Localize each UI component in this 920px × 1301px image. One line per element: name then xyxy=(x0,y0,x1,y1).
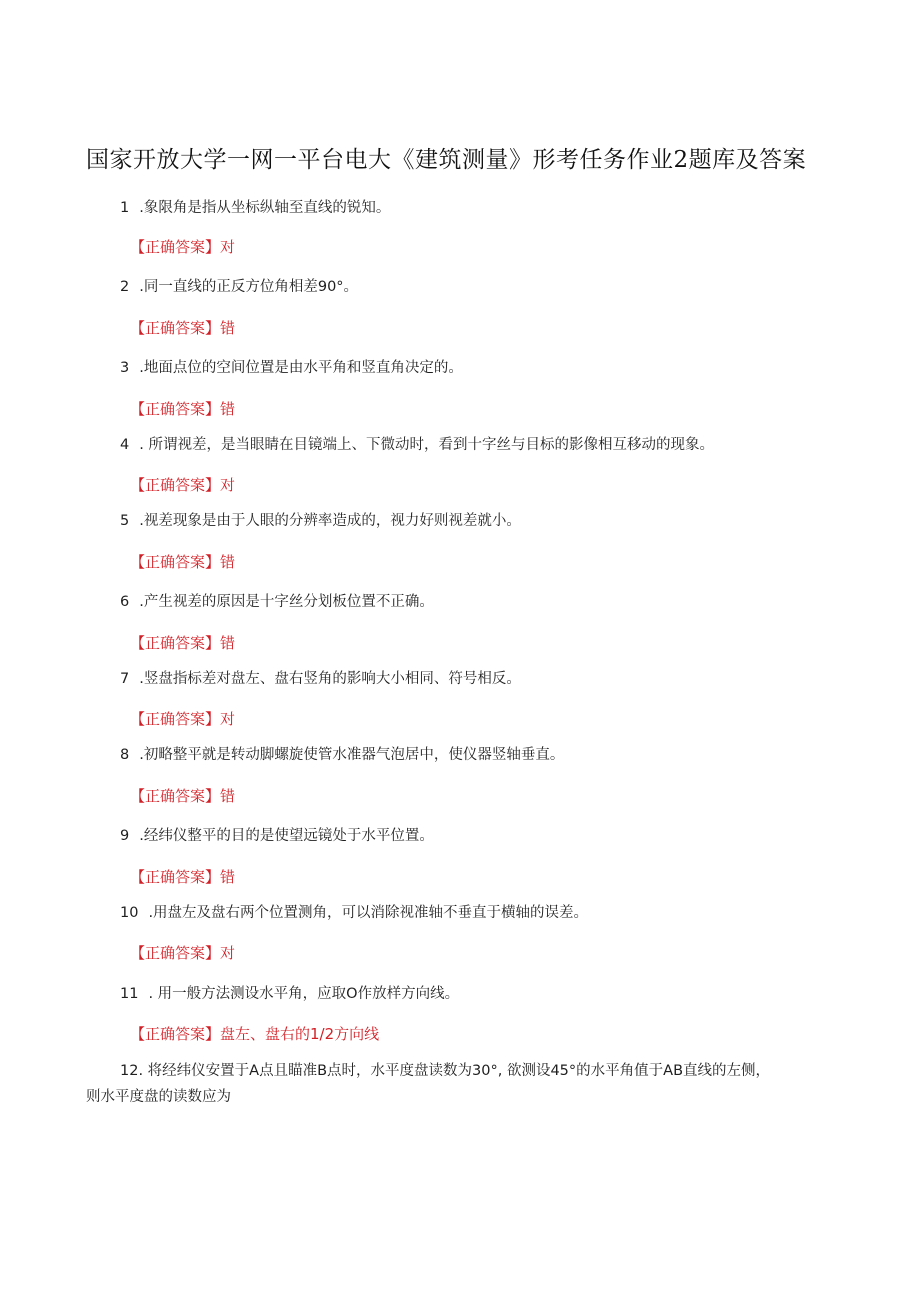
question-number: 8 xyxy=(120,747,130,763)
question-number: 10 xyxy=(120,905,139,921)
question-text: .视差现象是由于人眼的分辨率造成的，视力好则视差就小。 xyxy=(139,513,521,529)
answer-value: 错 xyxy=(220,787,236,805)
question-6 xyxy=(120,591,434,613)
answer-prefix: 【正确答案】 xyxy=(130,868,221,886)
answer-prefix: 【正确答案】 xyxy=(130,553,221,571)
question-12-line-2: 则水平度盘的读数应为 xyxy=(86,1089,231,1105)
answer-7 xyxy=(130,708,235,730)
answer-11 xyxy=(130,1023,379,1045)
question-3 xyxy=(120,357,463,379)
answer-2 xyxy=(130,317,235,339)
question-number: 11 xyxy=(120,986,139,1002)
question-number: 9 xyxy=(120,828,130,844)
question-12 xyxy=(86,1058,826,1110)
question-number: 4 xyxy=(120,437,130,453)
answer-5 xyxy=(130,551,235,573)
question-5 xyxy=(120,510,521,532)
question-number: 12 xyxy=(120,1063,139,1079)
question-9 xyxy=(120,825,434,847)
answer-prefix: 【正确答案】 xyxy=(130,400,221,418)
question-text: .地面点位的空间位置是由水平角和竖直角决定的。 xyxy=(139,360,463,376)
question-text: .经纬仪整平的目的是使望远镜处于水平位置。 xyxy=(139,828,434,844)
question-text: . 所谓视差，是当眼睛在目镜端上、下微动时，看到十字丝与目标的影像相互移动的现象。 xyxy=(139,437,714,453)
answer-prefix: 【正确答案】 xyxy=(130,1025,221,1043)
answer-value: 错 xyxy=(220,868,236,886)
answer-1 xyxy=(130,236,235,258)
answer-4 xyxy=(130,474,235,496)
answer-9 xyxy=(130,866,235,888)
question-text: .象限角是指从坐标纵轴至直线的锐知。 xyxy=(139,200,391,216)
answer-value: 错 xyxy=(220,319,236,337)
answer-3 xyxy=(130,398,235,420)
answer-value: 盘左、盘右的1/2方向线 xyxy=(220,1025,380,1043)
question-number: 1 xyxy=(120,200,130,216)
answer-prefix: 【正确答案】 xyxy=(130,319,221,337)
question-text: .同一直线的正反方位角相差90°。 xyxy=(139,279,359,295)
question-number: 7 xyxy=(120,671,130,687)
answer-value: 错 xyxy=(220,553,236,571)
answer-8 xyxy=(130,785,235,807)
answer-prefix: 【正确答案】 xyxy=(130,634,221,652)
answer-10 xyxy=(130,942,235,964)
question-number: 3 xyxy=(120,360,130,376)
answer-value: 对 xyxy=(220,476,236,494)
question-text: .竖盘指标差对盘左、盘右竖角的影响大小相同、符号相反。 xyxy=(139,671,521,687)
question-2 xyxy=(120,276,358,298)
question-7 xyxy=(120,668,521,690)
question-4 xyxy=(120,434,714,456)
answer-value: 对 xyxy=(220,944,236,962)
answer-prefix: 【正确答案】 xyxy=(130,476,221,494)
question-8 xyxy=(120,744,564,766)
question-1 xyxy=(120,197,390,219)
answer-6 xyxy=(130,632,235,654)
answer-value: 错 xyxy=(220,400,236,418)
question-number: 6 xyxy=(120,594,130,610)
answer-prefix: 【正确答案】 xyxy=(130,944,221,962)
question-12-line-1 xyxy=(86,1058,826,1084)
question-text: .用盘左及盘右两个位置测角，可以消除视准轴不垂直于横轴的误差。 xyxy=(148,905,589,921)
question-number: 2 xyxy=(120,279,130,295)
answer-value: 对 xyxy=(220,238,236,256)
page-title: 国家开放大学一网一平台电大《建筑测量》形考任务作业2题库及答案 xyxy=(86,147,807,173)
question-11 xyxy=(120,983,459,1005)
question-text: .产生视差的原因是十字丝分划板位置不正确。 xyxy=(139,594,434,610)
question-text: . 将经纬仪安置于A点且瞄准B点时，水平度盘读数为30°, 欲测设45°的水平角值于AB直线的左侧， xyxy=(138,1063,771,1079)
answer-value: 错 xyxy=(220,634,236,652)
question-10 xyxy=(120,902,588,924)
answer-value: 对 xyxy=(220,710,236,728)
question-number: 5 xyxy=(120,513,130,529)
answer-prefix: 【正确答案】 xyxy=(130,787,221,805)
answer-prefix: 【正确答案】 xyxy=(130,238,221,256)
answer-prefix: 【正确答案】 xyxy=(130,710,221,728)
question-text: . 用一般方法测设水平角，应取O作放样方向线。 xyxy=(148,986,460,1002)
question-text: .初略整平就是转动脚螺旋使管水准器气泡居中，使仪器竖轴垂直。 xyxy=(139,747,565,763)
